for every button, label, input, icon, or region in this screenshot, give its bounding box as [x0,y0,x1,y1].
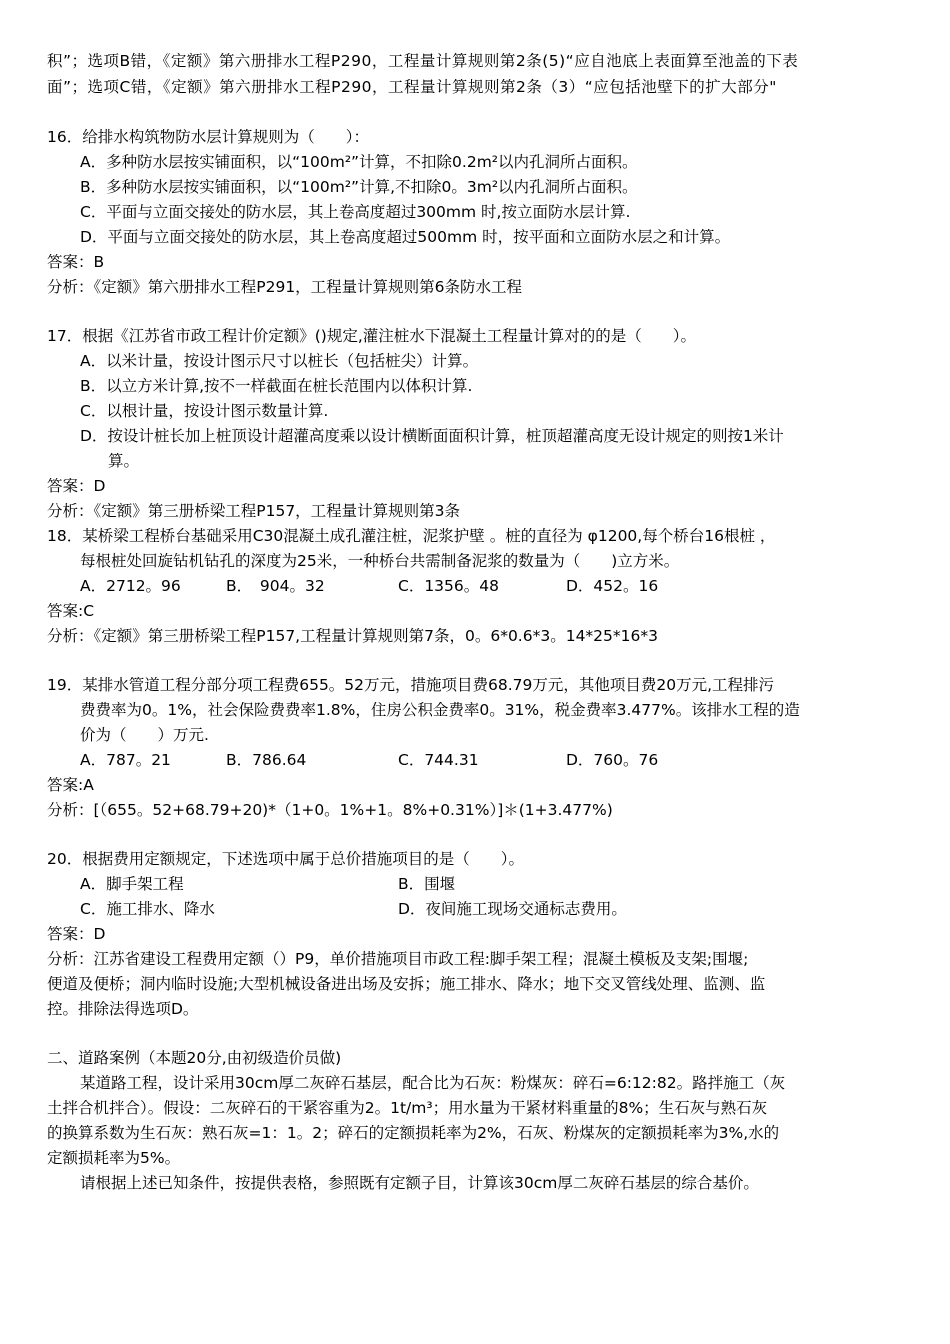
question-18-analysis: 分析：《定额》第三册桥梁工程P157,工程量计算规则第7条，0。6*0.6*3。14*25*16*3 [47,627,658,645]
question-19-stem-cont-2: 价为（ ）万元. [80,726,209,744]
case-paragraph-line-3: 的换算系数为生石灰：熟石灰=1：1。2；碎石的定额损耗率为2%，石灰、粉煤灰的定额损耗率为3%,水的 [47,1124,780,1142]
question-20-option-b: B．围堰 [398,875,456,893]
question-18-stem: 18．某桥梁工程桥台基础采用C30混凝土成孔灌注桩，泥浆护壁 。桩的直径为 φ1200,每个桥台16根桩 ， [47,527,776,545]
case-paragraph-line-2: 土拌合机拌合）。假设：二灰碎石的干紧容重为2。1t/m³；用水量为干紧材料重量的8%；生石灰与熟石灰 [47,1099,768,1117]
continuation-line-1: 积”；选项B错，《定额》第六册排水工程P290，工程量计算规则第2条(5)“应自池底上表面算至池盖的下表 [47,52,799,70]
question-17-option-d-cont: 算。 [108,452,140,470]
question-17-answer: 答案：D [47,477,106,495]
question-17-option-d: D．按设计桩长加上桩顶设计超灌高度乘以设计横断面面积计算，桩顶超灌高度无设计规定的则按1米计 [80,427,784,445]
question-19-option-b: B．786.64 [226,751,307,769]
question-19-stem: 19．某排水管道工程分部分项工程费655。52万元，措施项目费68.79万元，其他项目费20万元,工程排污 [47,676,775,694]
question-20-option-c: C．施工排水、降水 [80,900,215,918]
question-20-option-d: D．夜间施工现场交通标志费用。 [398,900,627,918]
question-16-stem: 16．给排水构筑物防水层计算规则为（ ）： [47,128,369,146]
question-20-option-a: A．脚手架工程 [80,875,184,893]
question-18-stem-cont: 每根桩处回旋钻机钻孔的深度为25米，一种桥台共需制备泥浆的数量为（ )立方米。 [80,552,680,570]
question-20-answer: 答案：D [47,925,106,943]
question-19-stem-cont-1: 费费率为0。1%，社会保险费费率1.8%，住房公积金费率0。31%，税金费率3.477%。该排水工程的造 [80,701,800,719]
question-17-stem: 17．根据《江苏省市政工程计价定额》()规定,灌注桩水下混凝土工程量计算对的的是（ ）。 [47,327,696,345]
question-19-option-c: C．744.31 [398,751,479,769]
question-20-analysis-1: 分析：江苏省建设工程费用定额（）P9，单价措施项目市政工程:脚手架工程；混凝土模板及支架;围堰; [47,950,749,968]
question-16-option-b: B．多种防水层按实铺面积，以“100m²”计算,不扣除0。3m²以内孔洞所占面积。 [80,178,638,196]
question-19-analysis: 分析：[（655。52+68.79+20)*（1+0。1%+1。8%+0.31%）]＊(1+3.477%) [47,801,613,819]
case-paragraph-line-4: 定额损耗率为5%。 [47,1149,181,1167]
case-section-title: 二、道路案例（本题20分,由初级造价员做) [47,1049,342,1067]
question-17-option-c: C．以根计量，按设计图示数量计算. [80,402,329,420]
question-16-answer: 答案：B [47,253,105,271]
question-17-option-a: A．以米计量，按设计图示尺寸以桩长（包括桩尖）计算。 [80,352,479,370]
question-16-option-d: D．平面与立面交接处的防水层，其上卷高度超过500mm 时，按平面和立面防水层之和计算。 [80,228,731,246]
question-16-option-a: A．多种防水层按实铺面积，以“100m²”计算，不扣除0.2m²以内孔洞所占面积。 [80,153,638,171]
question-19-option-d: D．760。76 [566,751,659,769]
question-16-analysis: 分析：《定额》第六册排水工程P291，工程量计算规则第6条防水工程 [47,278,523,296]
question-18-answer: 答案:C [47,602,95,620]
case-task-line: 请根据上述已知条件，按提供表格，参照既有定额子目，计算该30cm厚二灰碎石基层的综合基价。 [80,1174,759,1192]
question-20-stem: 20．根据费用定额规定，下述选项中属于总价措施项目的是（ ）。 [47,850,524,868]
continuation-line-2: 面”；选项C错，《定额》第六册排水工程P290，工程量计算规则第2条（3）“应包括池壁下的扩大部分" [47,78,777,96]
question-19-answer: 答案:A [47,776,94,794]
question-18-option-a: A．2712。96 [80,577,181,595]
question-19-option-a: A．787。21 [80,751,171,769]
question-17-option-b: B．以立方米计算,按不一样截面在桩长范围内以体积计算. [80,377,473,395]
case-paragraph-line-1: 某道路工程，设计采用30cm厚二灰碎石基层，配合比为石灰：粉煤灰：碎石=6:12:82。路拌施工（灰 [80,1074,786,1092]
question-17-analysis: 分析：《定额》第三册桥梁工程P157，工程量计算规则第3条 [47,502,461,520]
question-18-option-d: D．452。16 [566,577,659,595]
question-18-option-b: B． 904。32 [226,577,325,595]
question-20-analysis-2: 便道及便桥；洞内临时设施;大型机械设备进出场及安拆；施工排水、降水；地下交叉管线处理、监测、监 [47,975,766,993]
question-16-option-c: C．平面与立面交接处的防水层，其上卷高度超过300mm 时,按立面防水层计算. [80,203,631,221]
question-20-analysis-3: 控。排除法得选项D。 [47,1000,199,1018]
question-18-option-c: C．1356。48 [398,577,499,595]
